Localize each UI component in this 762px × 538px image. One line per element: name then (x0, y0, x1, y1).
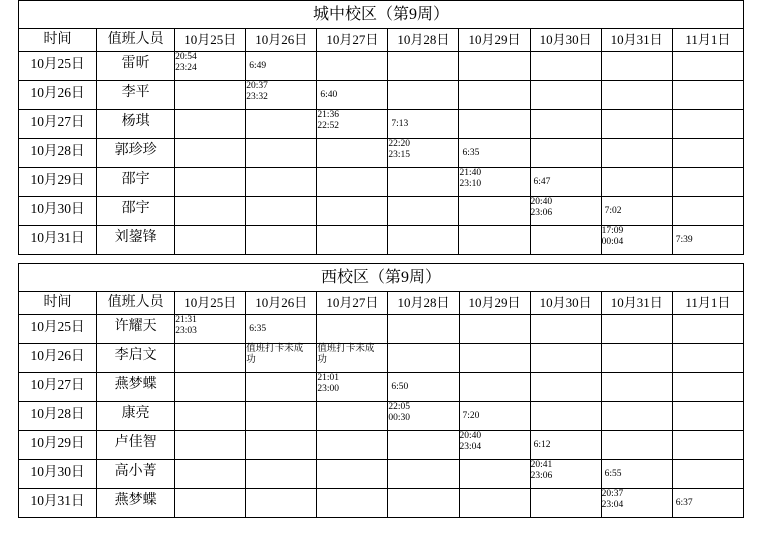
cell-day-5 (459, 226, 530, 255)
row-staff-name: 许耀天 (97, 315, 175, 344)
row-staff-name: 卢佳智 (97, 431, 175, 460)
cell-day-7: 17:09 00:04 (601, 226, 672, 255)
cell-day-1 (175, 489, 246, 518)
column-header-time: 时间 (19, 292, 97, 315)
cell-day-3 (317, 139, 388, 168)
cell-day-7 (601, 168, 672, 197)
cell-day-1: 21:31 23:03 (175, 315, 246, 344)
cell-day-8 (672, 344, 743, 373)
table-row (19, 81, 744, 110)
cell-day-3 (317, 197, 388, 226)
cell-day-2: 6:49 (246, 52, 317, 81)
section-xixiaoqu (18, 263, 744, 518)
cell-day-5 (459, 344, 530, 373)
cell-day-1: 20:54 23:24 (175, 52, 246, 81)
row-staff-name: 燕梦蝶 (97, 489, 175, 518)
cell-day-6 (530, 344, 601, 373)
row-date: 10月29日 (19, 168, 97, 197)
cell-day-4 (388, 460, 459, 489)
cell-day-2 (246, 460, 317, 489)
row-date: 10月26日 (19, 344, 97, 373)
column-header-day-7: 10月31日 (601, 29, 672, 52)
cell-day-7 (601, 52, 672, 81)
section-title: 西校区（第9周） (19, 264, 744, 292)
row-staff-name: 邵宇 (97, 168, 175, 197)
cell-day-3 (317, 226, 388, 255)
cell-day-6 (530, 52, 601, 81)
cell-day-1 (175, 373, 246, 402)
row-date: 10月28日 (19, 139, 97, 168)
row-staff-name: 高小菁 (97, 460, 175, 489)
column-header-day-3: 10月27日 (317, 292, 388, 315)
cell-day-6: 6:47 (530, 168, 601, 197)
cell-day-7: 20:37 23:04 (601, 489, 672, 518)
row-staff-name: 刘鋆锋 (97, 226, 175, 255)
cell-day-6 (530, 226, 601, 255)
row-staff-name: 李启文 (97, 344, 175, 373)
cell-day-7 (601, 402, 672, 431)
cell-day-4 (388, 52, 459, 81)
table-row (19, 110, 744, 139)
table-row (19, 344, 744, 373)
cell-day-7 (601, 431, 672, 460)
cell-day-4 (388, 168, 459, 197)
cell-day-3 (317, 315, 388, 344)
row-date: 10月31日 (19, 226, 97, 255)
row-date: 10月31日 (19, 489, 97, 518)
row-date: 10月26日 (19, 81, 97, 110)
column-header-day-4: 10月28日 (388, 29, 459, 52)
cell-day-6 (530, 402, 601, 431)
column-header-day-6: 10月30日 (530, 292, 601, 315)
cell-day-1 (175, 226, 246, 255)
cell-day-2 (246, 226, 317, 255)
table-row (19, 226, 744, 255)
cell-day-8 (672, 197, 743, 226)
row-staff-name: 李平 (97, 81, 175, 110)
cell-day-5 (459, 489, 530, 518)
row-staff-name: 邵宇 (97, 197, 175, 226)
column-header-day-5: 10月29日 (459, 29, 530, 52)
cell-day-7 (601, 344, 672, 373)
cell-day-3 (317, 431, 388, 460)
cell-day-2 (246, 168, 317, 197)
cell-day-2: 6:35 (246, 315, 317, 344)
cell-day-8 (672, 460, 743, 489)
table-row (19, 197, 744, 226)
row-date: 10月30日 (19, 197, 97, 226)
cell-day-8 (672, 168, 743, 197)
cell-day-4 (388, 344, 459, 373)
cell-day-5 (459, 460, 530, 489)
row-date: 10月25日 (19, 315, 97, 344)
row-staff-name: 康亮 (97, 402, 175, 431)
cell-day-1 (175, 431, 246, 460)
cell-day-4 (388, 197, 459, 226)
cell-day-6 (530, 489, 601, 518)
cell-day-3 (317, 52, 388, 81)
row-date: 10月28日 (19, 402, 97, 431)
cell-day-5 (459, 315, 530, 344)
cell-day-6 (530, 110, 601, 139)
cell-day-4: 22:05 00:30 (388, 402, 459, 431)
cell-day-3: 值班打卡未成 功 (317, 344, 388, 373)
cell-day-5 (459, 373, 530, 402)
table-row (19, 315, 744, 344)
cell-day-1 (175, 402, 246, 431)
cell-day-2 (246, 489, 317, 518)
cell-day-6 (530, 81, 601, 110)
section-chengzhong (18, 0, 744, 255)
column-header-time: 时间 (19, 29, 97, 52)
cell-day-4 (388, 489, 459, 518)
cell-day-7: 7:02 (601, 197, 672, 226)
column-header-day-2: 10月26日 (246, 29, 317, 52)
section-gap (0, 255, 762, 263)
cell-day-3 (317, 402, 388, 431)
cell-day-4 (388, 81, 459, 110)
table-title-row (19, 264, 744, 292)
column-header-day-6: 10月30日 (530, 29, 601, 52)
cell-day-5: 6:35 (459, 139, 530, 168)
cell-day-2 (246, 197, 317, 226)
cell-day-3 (317, 168, 388, 197)
cell-day-8 (672, 431, 743, 460)
table-row (19, 139, 744, 168)
cell-day-4: 7:13 (388, 110, 459, 139)
cell-day-2 (246, 431, 317, 460)
cell-day-8 (672, 52, 743, 81)
table-row (19, 460, 744, 489)
cell-day-2 (246, 110, 317, 139)
cell-day-5 (459, 197, 530, 226)
cell-day-6: 20:41 23:06 (530, 460, 601, 489)
table-header-row (19, 29, 744, 52)
table-header-row (19, 292, 744, 315)
column-header-day-8: 11月1日 (672, 29, 743, 52)
row-date: 10月27日 (19, 110, 97, 139)
cell-day-5 (459, 52, 530, 81)
cell-day-7 (601, 139, 672, 168)
cell-day-1 (175, 139, 246, 168)
row-staff-name: 郭珍珍 (97, 139, 175, 168)
cell-day-8: 7:39 (672, 226, 743, 255)
table-row (19, 489, 744, 518)
cell-day-1 (175, 344, 246, 373)
cell-day-5 (459, 81, 530, 110)
row-date: 10月30日 (19, 460, 97, 489)
column-header-day-4: 10月28日 (388, 292, 459, 315)
table-row (19, 168, 744, 197)
schedule-table-chengzhong (18, 0, 744, 255)
column-header-day-1: 10月25日 (175, 29, 246, 52)
column-header-day-2: 10月26日 (246, 292, 317, 315)
cell-day-4 (388, 226, 459, 255)
cell-day-4: 22:20 23:15 (388, 139, 459, 168)
cell-day-2 (246, 139, 317, 168)
cell-day-3 (317, 460, 388, 489)
cell-day-1 (175, 197, 246, 226)
cell-day-4 (388, 431, 459, 460)
column-header-day-3: 10月27日 (317, 29, 388, 52)
cell-day-3 (317, 489, 388, 518)
cell-day-5: 7:20 (459, 402, 530, 431)
row-date: 10月27日 (19, 373, 97, 402)
table-row (19, 402, 744, 431)
cell-day-6 (530, 139, 601, 168)
table-title-row (19, 1, 744, 29)
cell-day-6: 6:12 (530, 431, 601, 460)
cell-day-2 (246, 402, 317, 431)
column-header-day-1: 10月25日 (175, 292, 246, 315)
row-staff-name: 雷昕 (97, 52, 175, 81)
cell-day-8: 6:37 (672, 489, 743, 518)
cell-day-1 (175, 460, 246, 489)
cell-day-7: 6:55 (601, 460, 672, 489)
column-header-day-8: 11月1日 (672, 292, 743, 315)
column-header-day-5: 10月29日 (459, 292, 530, 315)
cell-day-2: 20:37 23:32 (246, 81, 317, 110)
cell-day-4: 6:50 (388, 373, 459, 402)
row-staff-name: 燕梦蝶 (97, 373, 175, 402)
cell-day-3: 21:01 23:00 (317, 373, 388, 402)
cell-day-7 (601, 373, 672, 402)
table-row (19, 52, 744, 81)
cell-day-8 (672, 81, 743, 110)
cell-day-1 (175, 81, 246, 110)
column-header-staff: 值班人员 (97, 29, 175, 52)
cell-day-8 (672, 373, 743, 402)
cell-day-2: 值班打卡未成 功 (246, 344, 317, 373)
cell-day-5: 21:40 23:10 (459, 168, 530, 197)
cell-day-8 (672, 139, 743, 168)
section-title: 城中校区（第9周） (19, 1, 744, 29)
cell-day-1 (175, 168, 246, 197)
table-row (19, 373, 744, 402)
cell-day-3: 6:40 (317, 81, 388, 110)
cell-day-3: 21:36 22:52 (317, 110, 388, 139)
cell-day-8 (672, 110, 743, 139)
cell-day-5: 20:40 23:04 (459, 431, 530, 460)
cell-day-7 (601, 81, 672, 110)
row-date: 10月25日 (19, 52, 97, 81)
row-staff-name: 杨琪 (97, 110, 175, 139)
column-header-day-7: 10月31日 (601, 292, 672, 315)
cell-day-6: 20:40 23:06 (530, 197, 601, 226)
cell-day-7 (601, 315, 672, 344)
row-date: 10月29日 (19, 431, 97, 460)
cell-day-4 (388, 315, 459, 344)
cell-day-6 (530, 315, 601, 344)
cell-day-7 (601, 110, 672, 139)
column-header-staff: 值班人员 (97, 292, 175, 315)
table-row (19, 431, 744, 460)
schedule-table-xixiaoqu (18, 263, 744, 518)
cell-day-6 (530, 373, 601, 402)
cell-day-5 (459, 110, 530, 139)
cell-day-8 (672, 402, 743, 431)
cell-day-2 (246, 373, 317, 402)
cell-day-8 (672, 315, 743, 344)
cell-day-1 (175, 110, 246, 139)
